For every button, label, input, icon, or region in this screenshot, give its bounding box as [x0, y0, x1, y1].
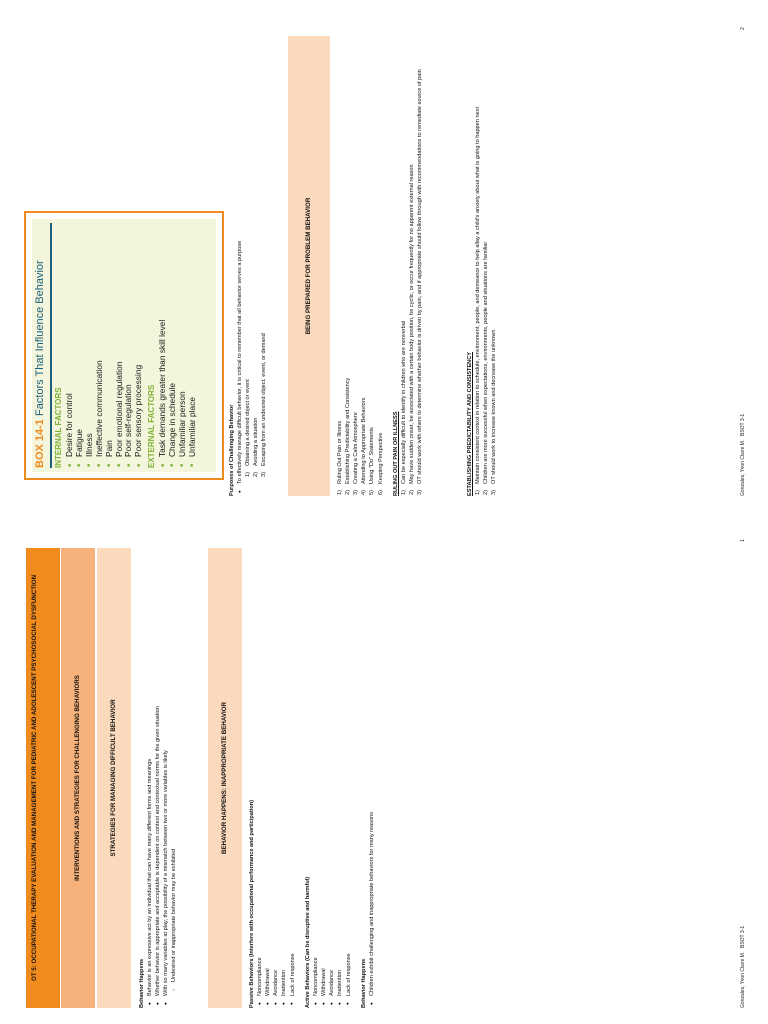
- list-item: ■ Task demands greater than skill level: [158, 320, 168, 457]
- numbered-list: [336, 26, 385, 496]
- passive-behaviors-section: [248, 538, 297, 1008]
- section-title: INTERVENTIONS AND STRATEGIES FOR CHALLENGING BEHAVIORS: [74, 675, 81, 881]
- list-item: ● To effectively manage difficult behavior, it is critical to remember that all behavior serves a purpose: [236, 26, 244, 484]
- internal-factors-heading: INTERNAL FACTORS: [54, 387, 63, 468]
- subsection-band: [97, 548, 131, 1008]
- ruling-out-section: [392, 26, 424, 496]
- list-item: ■ Change in schedule: [168, 320, 178, 457]
- bullet-list: [312, 538, 353, 1008]
- section-heading: Purposes of Challenging Behavior: [229, 404, 235, 496]
- section-heading: Passive Behaviors (Interfere with occupational performance and participation): [249, 800, 255, 1008]
- section-heading: Behavior Happens: [139, 958, 145, 1008]
- list-item: ■ Pain: [105, 360, 115, 457]
- list-item: ● Behavior is an expressive act by an individual that can have many different forms and meanings: [146, 538, 154, 996]
- list-item: ○ Undesired or inappropriate behavior may be exhibited: [170, 538, 178, 982]
- footer-course: BSOT 3-1: [740, 925, 746, 948]
- inappropriate-behavior-band: [208, 548, 242, 1008]
- list-item: ● With so many variables at play, the possibility of a mismatch between two or more variables is likely: [162, 538, 170, 996]
- list-item: ■ Unfamiliar place: [188, 320, 198, 457]
- section-heading: Active Behaviors (Can be disruptive and harmful): [305, 876, 311, 1008]
- list-item: ● Lack of response: [289, 538, 297, 996]
- list-item: Children are more successful when expectations, environments, people and situations are familiar: [483, 241, 490, 484]
- list-item: ● Children exhibit challenging and inappropriate behaviors for many reasons: [368, 538, 376, 996]
- section-heading: ESTABLISHING PREDICTABILITY AND CONSISTENCY: [467, 352, 473, 496]
- steps-section: [336, 26, 385, 496]
- list-item: Avoiding a situation: [253, 417, 260, 466]
- list-item: ■ Desire for control: [65, 360, 75, 457]
- list-item: ■ Poor emotional regulation: [115, 360, 125, 457]
- list-item: ● Whether behavior is appropriate and acceptable is dependent on context and contextual norms for the given situation: [154, 538, 162, 996]
- establishing-section: [466, 26, 498, 496]
- external-factors-list: [158, 320, 198, 468]
- list-item: ■ Fatigue: [75, 360, 85, 457]
- list-item: ■ Illness: [85, 360, 95, 457]
- section-heading: Behavior Happens: [361, 958, 367, 1008]
- factors-box-inner: [32, 219, 216, 472]
- numbered-list: [474, 26, 498, 496]
- list-item: Keeping Perspective: [377, 432, 384, 484]
- section-band: [61, 548, 95, 1008]
- footer-page-number: 2: [740, 27, 746, 30]
- box-title: [34, 260, 46, 468]
- internal-factors-list: [65, 360, 144, 468]
- external-factors-heading: EXTERNAL FACTORS: [147, 384, 156, 468]
- list-item: ● Inattention: [280, 538, 288, 996]
- list-item: ■ Unfamiliar person: [178, 320, 188, 457]
- bullet-list: [236, 26, 244, 496]
- list-item: Escaping from an undesired object, event, or demand: [261, 333, 268, 466]
- footer-page-number: 1: [740, 539, 746, 542]
- list-item: Using "Do" Statements: [369, 427, 376, 484]
- bullet-list: [368, 538, 376, 1008]
- band-title: BEHAVIOR HAPPENS: INAPPROPRIATE BEHAVIOR: [221, 702, 228, 854]
- behavior-happens-section-2: [360, 538, 376, 1008]
- behavior-happens-section: [138, 538, 179, 1008]
- list-item: ■ Poor self-regulation: [124, 360, 134, 457]
- being-prepared-band: [288, 36, 330, 496]
- list-item: OT should work with others to determine whether behavior is driven by pain, and if appropriate should follow through with recommendations to remediate source of pain: [417, 69, 424, 484]
- list-item: Establishing Predictability and Consistency: [345, 377, 352, 484]
- list-item: ● Lack of response: [345, 538, 353, 996]
- list-item: OT should work to increase known and decrease the unknown: [491, 329, 498, 484]
- box-number: BOX 14-1: [34, 419, 46, 468]
- factors-box: [24, 211, 224, 480]
- active-behaviors-section: [304, 538, 353, 1008]
- box-heading: Factors That Influence Behavior: [34, 260, 46, 417]
- list-item: ● Inattention: [336, 538, 344, 996]
- page-1: [0, 512, 768, 1024]
- section-heading: RULING OUT PAIN OR ILLNESS: [393, 411, 399, 496]
- list-item: Ruling Out Pain or Illness: [337, 420, 343, 484]
- list-item: Attending to Appropriate Behaviors: [361, 397, 368, 484]
- footer-author: Gonzales, Yvon Claire M.: [740, 951, 746, 1008]
- list-item: ● Avoidance: [272, 538, 280, 996]
- bullet-list: [146, 538, 170, 1008]
- purposes-section: [228, 26, 269, 496]
- footer-course: BSOT 3-1: [740, 413, 746, 436]
- numbered-list: [400, 26, 424, 496]
- document-title-band: [26, 548, 60, 1008]
- list-item: May have sudden onset, be associated with a certain body position, be cyclic, or occur frequently for no apparent external reason: [409, 164, 416, 484]
- document-title: OT 5: OCCUPATIONAL THERAPY EVALUATION AND MANAGEMENT FOR PEDIATRIC AND ADOLESCENT PSYCHOSOCIAL DYSFUNCTION: [31, 574, 38, 982]
- numbered-list: [244, 26, 268, 496]
- band-title: BEING PREPARED FOR PROBLEM BEHAVIOR: [305, 197, 312, 335]
- box-rule: [50, 223, 52, 468]
- list-item: ● Avoidance: [328, 538, 336, 996]
- list-item: Can be especially difficult to identify in children who are nonverbal: [401, 320, 408, 484]
- bullet-list: [256, 538, 297, 1008]
- list-item: ● Withdrawal: [320, 538, 328, 996]
- list-item: ● Noncompliance: [256, 538, 264, 996]
- footer-author: Gonzales, Yvon Claire M.: [740, 439, 746, 496]
- list-item: ■ Poor sensory processing: [134, 360, 144, 457]
- list-item: ● Noncompliance: [312, 538, 320, 996]
- list-item: ■ Ineffective communication: [95, 360, 105, 457]
- list-item: ● Withdrawal: [264, 538, 272, 996]
- list-item: Creating a Calm Atmosphere: [353, 412, 360, 484]
- list-item: Obtaining a desired object or event: [245, 379, 252, 466]
- subsection-title: STRATEGIES FOR MANAGING DIFFICULT BEHAVIOR: [110, 699, 117, 857]
- list-item: Maintain consistent context in relation to schedule, environment, people, and demeanor to help allay a child's anxiety about what is going to happen next: [475, 106, 482, 484]
- sub-bullet-list: [170, 538, 178, 1008]
